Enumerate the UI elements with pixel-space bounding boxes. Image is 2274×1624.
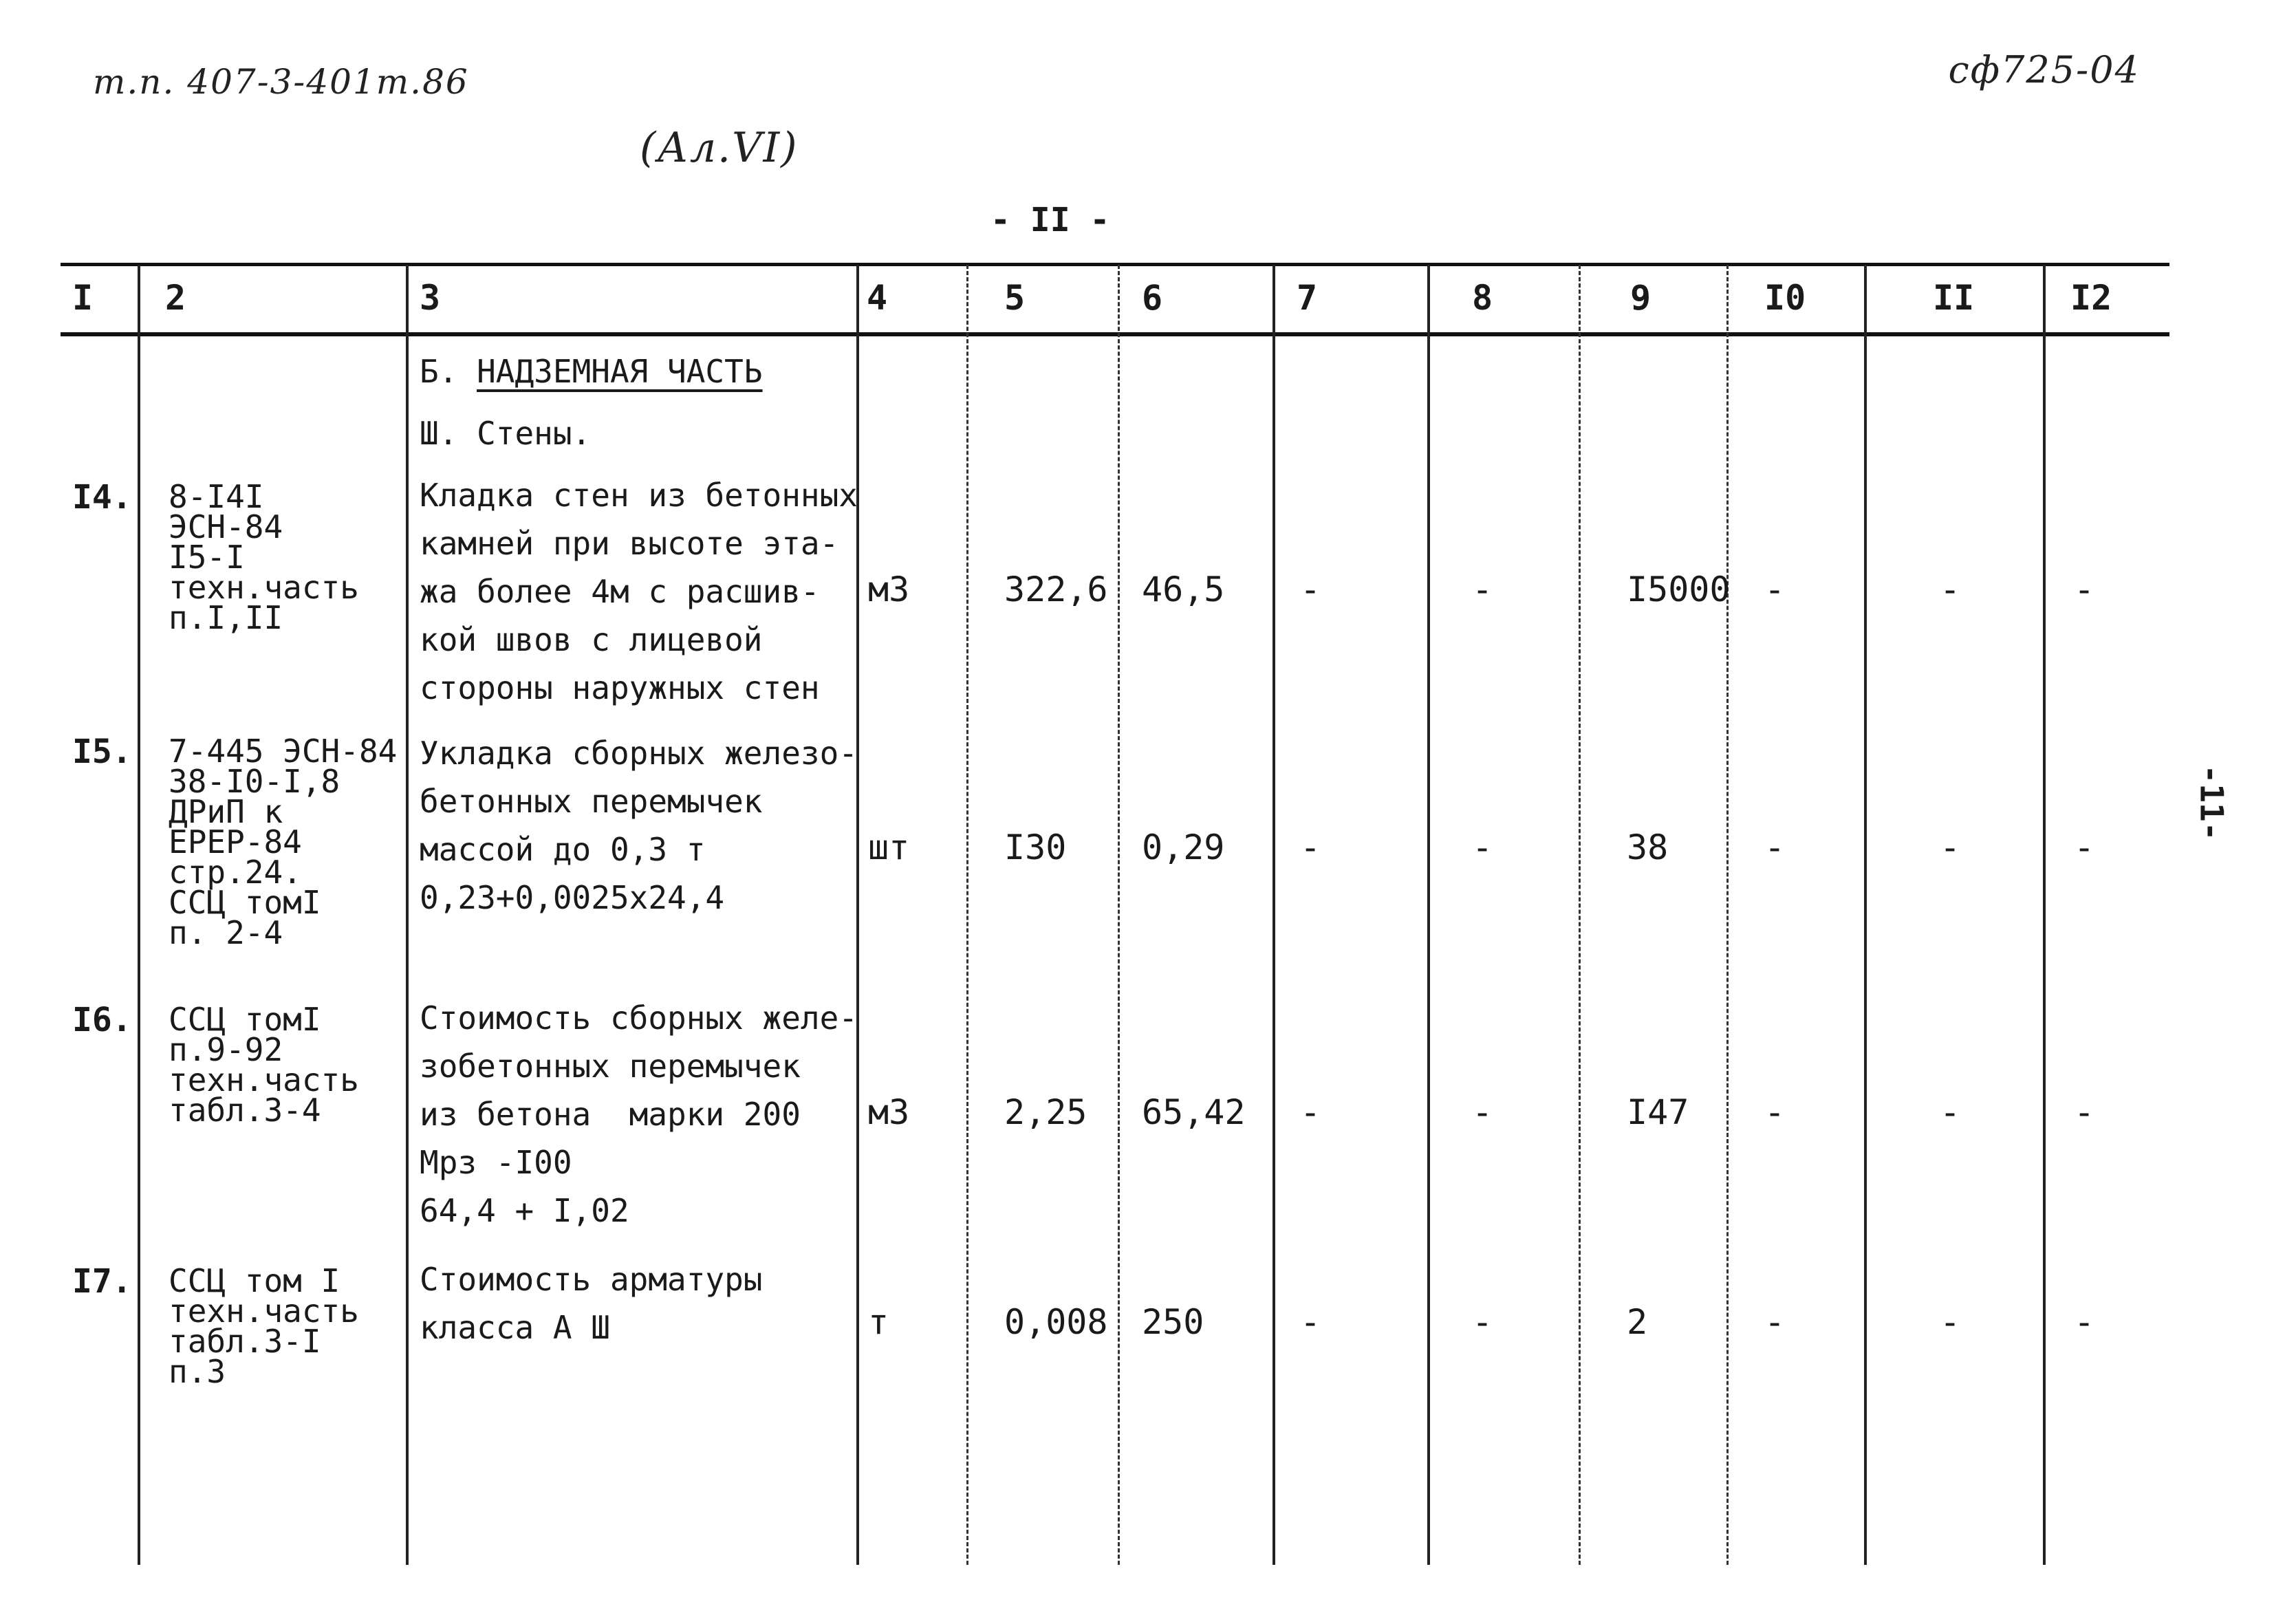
row-basis: ССЦ том I техн.часть табл.3-I п.3 bbox=[169, 1262, 359, 1390]
row-description: Укладка сборных железо- бетонных перемычек массой до 0,3 т 0,23+0,0025х24,4 bbox=[420, 735, 858, 916]
row-description: Стоимость сборных желе- зобетонных перемычек из бетона марки 200 Мрз -I00 64,4 + I,02 bbox=[420, 999, 858, 1229]
column-divider bbox=[1864, 265, 1867, 1565]
column-header: I2 bbox=[2070, 278, 2112, 318]
row-col8: - bbox=[1472, 827, 1493, 867]
column-header: II bbox=[1933, 278, 1975, 318]
row-col7: - bbox=[1300, 1092, 1321, 1132]
row-price: 250 bbox=[1142, 1302, 1204, 1342]
row-number: I6. bbox=[72, 1001, 132, 1039]
row-basis: 8-I4I ЭСН-84 I5-I техн.часть п.I,II bbox=[169, 478, 359, 636]
row-number: I7. bbox=[72, 1262, 132, 1301]
column-header: I0 bbox=[1764, 278, 1806, 318]
row-quantity: 322,6 bbox=[1004, 570, 1108, 609]
row-number: I4. bbox=[72, 478, 132, 517]
row-unit: шт bbox=[868, 827, 910, 867]
section-title bbox=[420, 347, 763, 396]
row-unit: т bbox=[868, 1302, 889, 1342]
column-divider bbox=[1118, 265, 1120, 1565]
row-number: I5. bbox=[72, 733, 132, 771]
row-col8: - bbox=[1472, 570, 1493, 609]
document-code: т.п. 407-3-401т.86 bbox=[93, 62, 469, 102]
column-divider bbox=[138, 265, 140, 1565]
section-subtitle: Ш. Стены. bbox=[420, 415, 592, 452]
row-col10: - bbox=[1764, 827, 1786, 867]
table-header-rule bbox=[61, 332, 2169, 336]
row-description: Кладка стен из бетонных камней при высоте эта- жа более 4м с расшив- кой швов с лицевой стороны наружных стен bbox=[420, 477, 858, 706]
row-col9: 2 bbox=[1627, 1302, 1648, 1342]
column-header: 3 bbox=[420, 278, 441, 318]
row-col8: - bbox=[1472, 1302, 1493, 1342]
column-header: 5 bbox=[1004, 278, 1026, 318]
row-col7: - bbox=[1300, 827, 1321, 867]
row-quantity: 0,008 bbox=[1004, 1302, 1108, 1342]
row-col11: - bbox=[1940, 1302, 1961, 1342]
row-col9: I5000 bbox=[1627, 570, 1731, 609]
column-divider bbox=[966, 265, 968, 1565]
column-header: I bbox=[72, 278, 94, 318]
row-unit: м3 bbox=[868, 570, 910, 609]
column-divider bbox=[406, 265, 409, 1565]
column-divider bbox=[1579, 265, 1581, 1565]
row-col12: - bbox=[2074, 1302, 2095, 1342]
section-title-text: НАДЗЕМНАЯ ЧАСТЬ bbox=[477, 353, 763, 390]
column-header: 6 bbox=[1142, 278, 1163, 318]
row-price: 46,5 bbox=[1142, 570, 1225, 609]
column-header: 2 bbox=[165, 278, 186, 318]
column-divider bbox=[1726, 265, 1729, 1565]
side-page-number: -11- bbox=[2193, 764, 2231, 841]
row-col11: - bbox=[1940, 570, 1961, 609]
row-col9: I47 bbox=[1627, 1092, 1689, 1132]
row-basis: ССЦ томI п.9-92 техн.часть табл.3-4 bbox=[169, 1001, 359, 1129]
row-quantity: I30 bbox=[1004, 827, 1067, 867]
row-quantity: 2,25 bbox=[1004, 1092, 1087, 1132]
row-col11: - bbox=[1940, 1092, 1961, 1132]
row-col8: - bbox=[1472, 1092, 1493, 1132]
page-number: - II - bbox=[990, 201, 1110, 239]
row-col11: - bbox=[1940, 827, 1961, 867]
row-unit: м3 bbox=[868, 1092, 910, 1132]
column-divider bbox=[1273, 265, 1275, 1565]
row-col9: 38 bbox=[1627, 827, 1669, 867]
column-header: 8 bbox=[1472, 278, 1493, 318]
column-header: 4 bbox=[867, 278, 888, 318]
row-price: 65,42 bbox=[1142, 1092, 1246, 1132]
column-divider bbox=[1427, 265, 1430, 1565]
column-header: 9 bbox=[1630, 278, 1652, 318]
sheet-code: сф725-04 bbox=[1948, 48, 2140, 91]
row-col7: - bbox=[1300, 1302, 1321, 1342]
column-divider bbox=[2043, 265, 2046, 1565]
row-col10: - bbox=[1764, 570, 1786, 609]
row-basis: 7-445 ЭСН-84 38-I0-I,8 ДРиП к ЕРЕР-84 стр.24. ССЦ томI п. 2-4 bbox=[169, 733, 398, 951]
row-col12: - bbox=[2074, 827, 2095, 867]
row-price: 0,29 bbox=[1142, 827, 1225, 867]
section-prefix: Б. bbox=[420, 353, 458, 390]
table-top-rule bbox=[61, 263, 2169, 266]
row-col12: - bbox=[2074, 570, 2095, 609]
row-col12: - bbox=[2074, 1092, 2095, 1132]
column-header: 7 bbox=[1297, 278, 1318, 318]
row-col10: - bbox=[1764, 1092, 1786, 1132]
row-description: Стоимость арматуры класса А Ш bbox=[420, 1261, 763, 1346]
row-col10: - bbox=[1764, 1302, 1786, 1342]
album-note: (Ал.VI) bbox=[640, 124, 799, 172]
row-col7: - bbox=[1300, 570, 1321, 609]
